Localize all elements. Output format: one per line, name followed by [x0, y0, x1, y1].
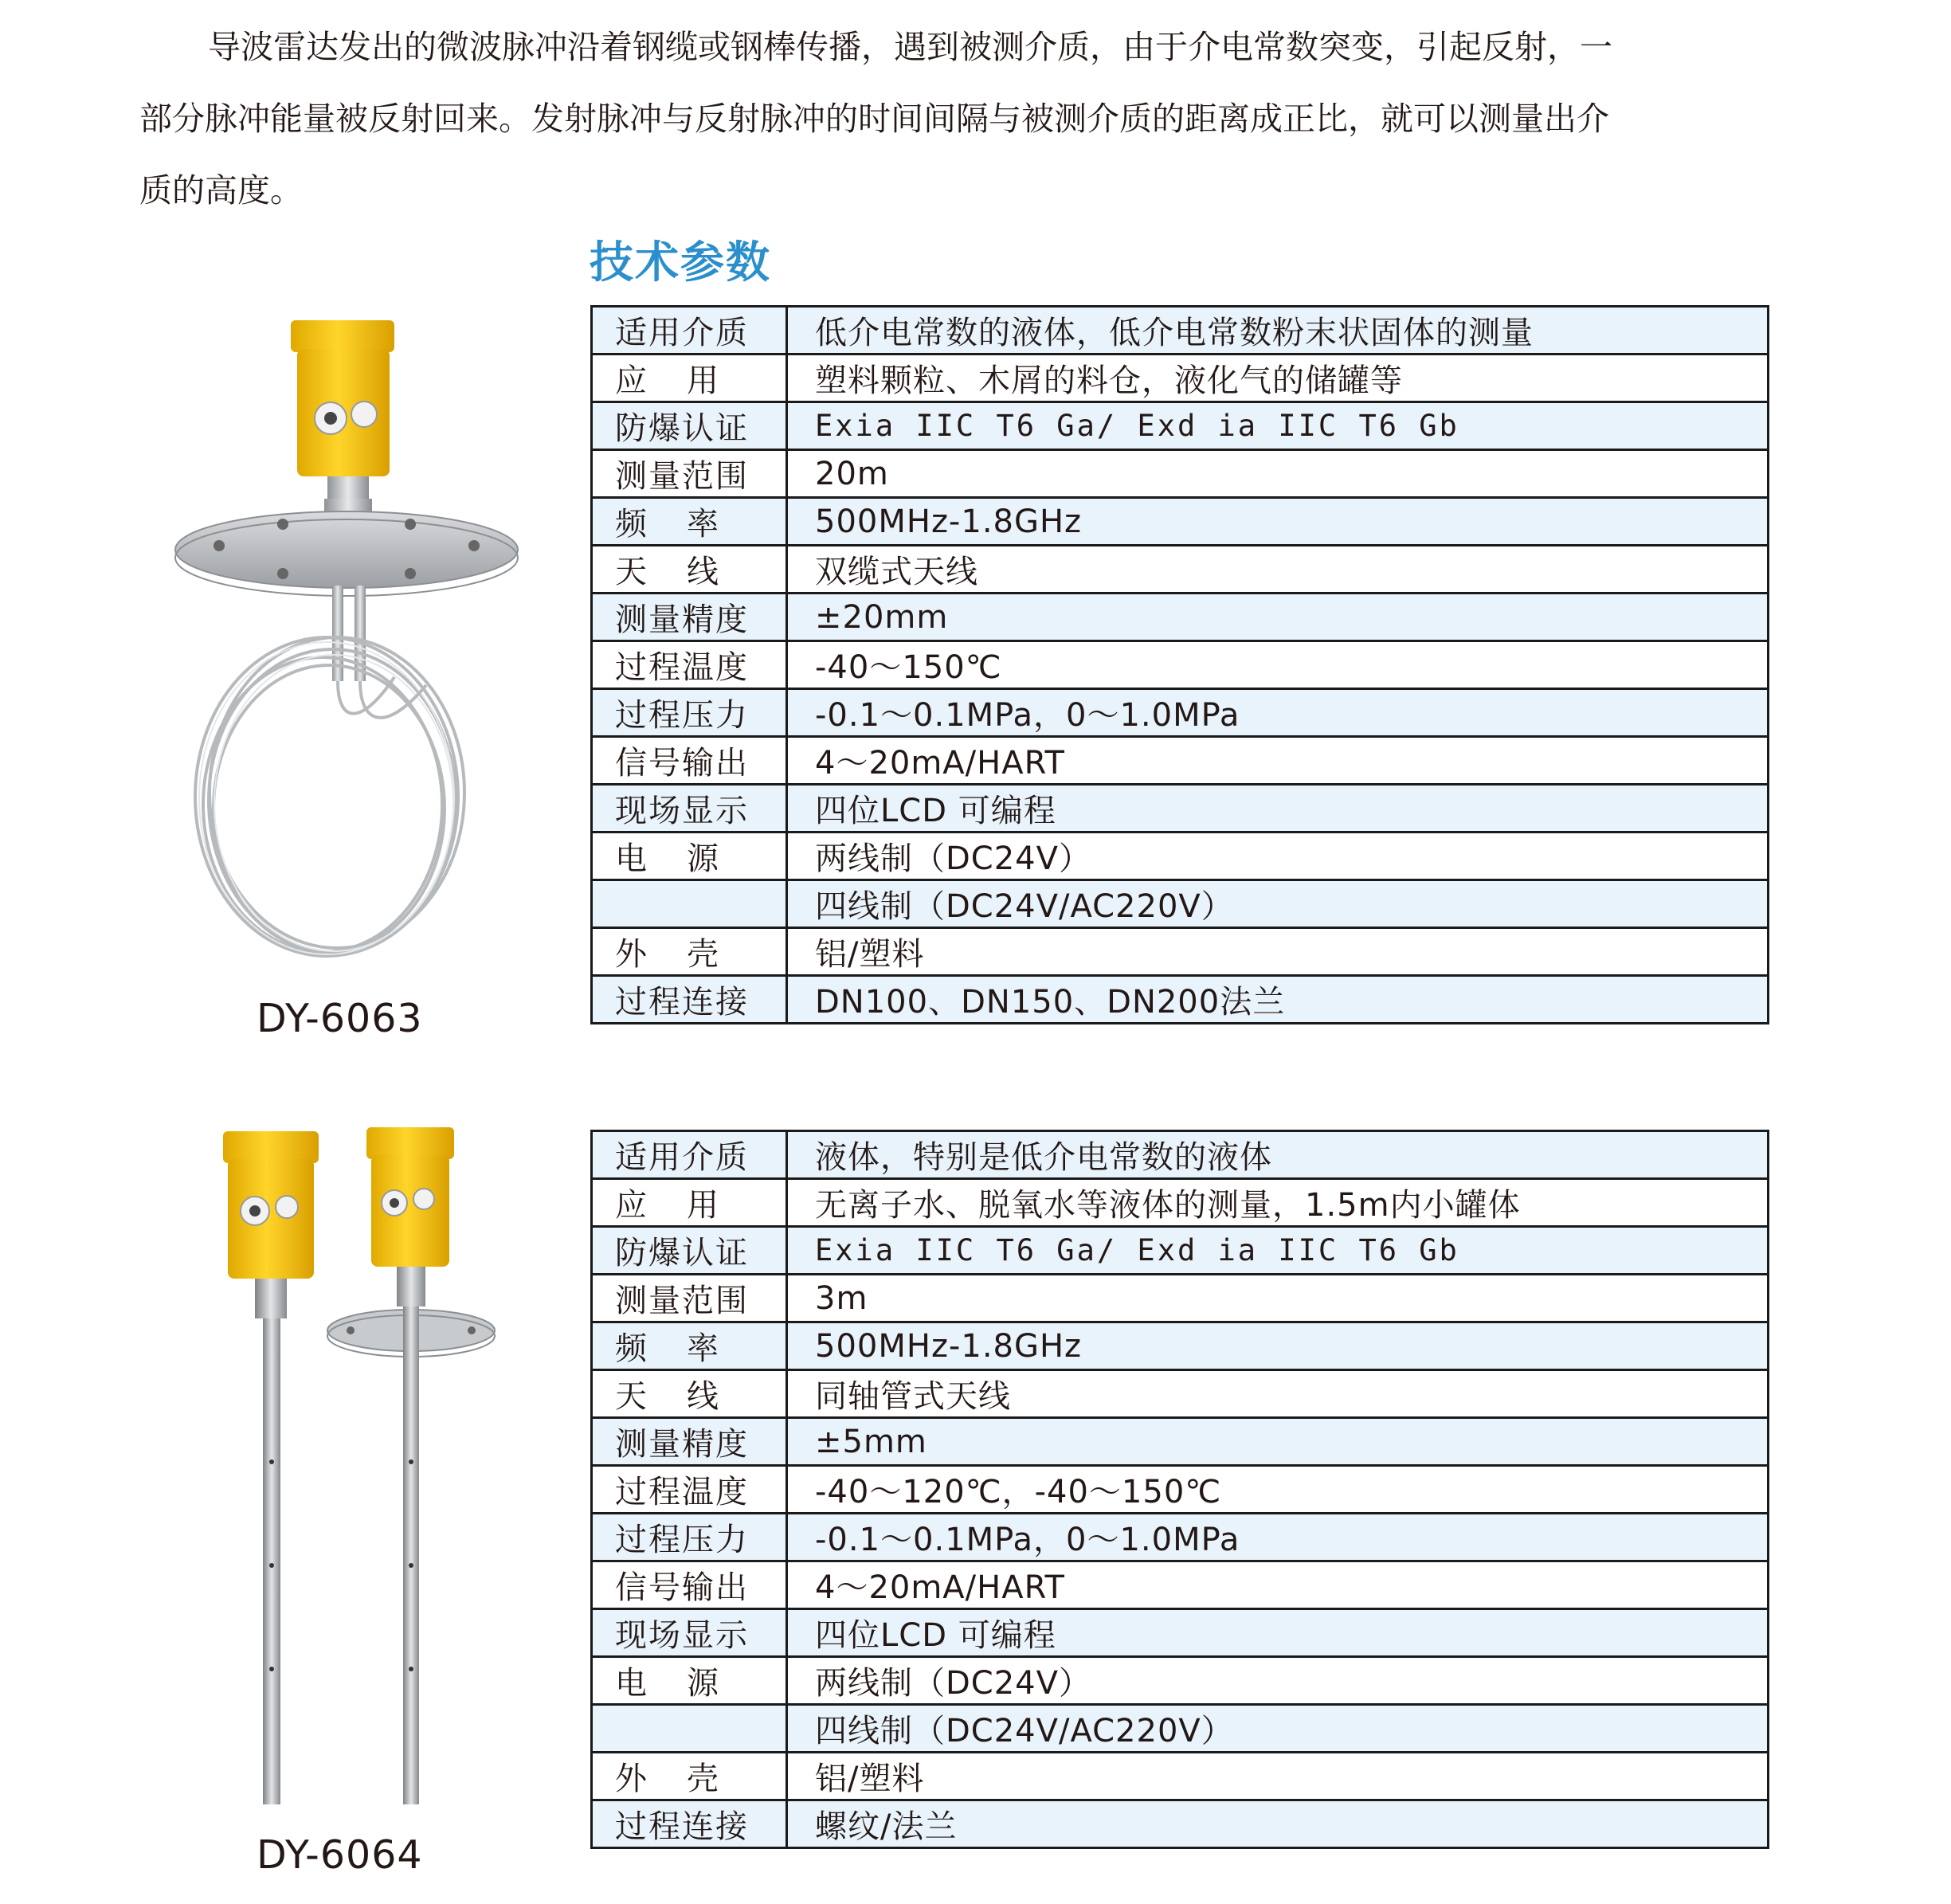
spec-row [592, 928, 1769, 976]
spec-row [592, 1466, 1769, 1514]
spec-row [592, 546, 1769, 594]
intro-line: 部分脉冲能量被反射回来。发射脉冲与反射脉冲的时间间隔与被测介质的距离成正比，就可以测量出介 [139, 100, 1609, 138]
spec-row [592, 737, 1769, 785]
spec-value: 塑料颗粒、木屑的料仓，液化气的储罐等 [787, 355, 1769, 402]
spec-value: 铝/塑料 [787, 1753, 1769, 1800]
spec-row [592, 833, 1769, 880]
model-label-dy6064: DY-6064 [257, 1832, 423, 1878]
spec-value: 两线制（DC24V） [787, 1657, 1769, 1705]
spec-key: 防爆认证 [615, 1235, 749, 1271]
spec-key: 外 壳 [615, 936, 720, 973]
spec-value: 液体，特别是低介电常数的液体 [787, 1131, 1769, 1179]
spec-value: Exia IIC T6 Ga/ Exd ia IIC T6 Gb [787, 1227, 1769, 1275]
spec-value: -40～150℃ [787, 641, 1769, 689]
spec-value: 4～20mA/HART [787, 737, 1769, 785]
spec-row [592, 1418, 1769, 1466]
spec-key: 信号输出 [615, 1569, 749, 1606]
spec-key: 电 源 [615, 1665, 720, 1702]
spec-value: 500MHz-1.8GHz [787, 1322, 1769, 1370]
product-image-dy6064 [191, 1119, 510, 1812]
spec-key: 防爆认证 [615, 410, 749, 447]
spec-row [592, 450, 1769, 498]
spec-key: 测量精度 [615, 601, 749, 638]
spec-key: 天 线 [615, 554, 720, 590]
spec-value: 无离子水、脱氧水等液体的测量，1.5m内小罐体 [787, 1179, 1769, 1227]
spec-row [592, 880, 1769, 928]
spec-key: 应 用 [615, 1187, 720, 1224]
spec-value: 螺纹/法兰 [787, 1800, 1769, 1848]
spec-key: 外 壳 [615, 1761, 720, 1797]
spec-row [592, 402, 1769, 450]
product-image-dy6063 [155, 311, 538, 972]
spec-row [592, 1370, 1769, 1418]
spec-row [592, 1227, 1769, 1275]
spec-row [592, 1561, 1769, 1609]
spec-value: 3m [787, 1275, 1769, 1322]
spec-key: 过程连接 [615, 984, 749, 1021]
spec-row [592, 1131, 1769, 1179]
spec-value: ±20mm [787, 594, 1769, 641]
spec-row [592, 498, 1769, 546]
spec-row [592, 785, 1769, 833]
spec-key: 过程连接 [615, 1808, 749, 1845]
spec-key: 频 率 [615, 1330, 720, 1367]
spec-value: ±5mm [787, 1418, 1769, 1466]
spec-value: -0.1～0.1MPa，0～1.0MPa [787, 1514, 1769, 1561]
spec-row [592, 1514, 1769, 1561]
section-title: 技术参数 [590, 237, 772, 288]
spec-key: 应 用 [615, 362, 720, 399]
spec-value: 500MHz-1.8GHz [787, 498, 1769, 546]
spec-key: 现场显示 [615, 793, 749, 829]
spec-row [592, 307, 1769, 355]
spec-row [592, 1275, 1769, 1322]
spec-value: Exia IIC T6 Ga/ Exd ia IIC T6 Gb [787, 402, 1769, 450]
spec-value: 两线制（DC24V） [787, 833, 1769, 880]
spec-row [592, 1657, 1769, 1705]
model-label-dy6063: DY-6063 [257, 996, 423, 1041]
spec-key: 适用介质 [615, 315, 749, 351]
intro-line: 导波雷达发出的微波脉冲沿着钢缆或钢棒传播，遇到被测介质，由于介电常数突变，引起反射，一 [208, 28, 1612, 66]
spec-row [592, 641, 1769, 689]
spec-key: 过程压力 [615, 697, 749, 734]
spec-key: 现场显示 [615, 1617, 749, 1654]
spec-table-dy6063 [590, 305, 1769, 1024]
spec-key: 频 率 [615, 506, 720, 543]
spec-row [592, 1179, 1769, 1227]
spec-value: 20m [787, 450, 1769, 498]
spec-value: DN100、DN150、DN200法兰 [787, 976, 1769, 1024]
spec-value: -0.1～0.1MPa，0～1.0MPa [787, 689, 1769, 737]
spec-key: 电 源 [615, 840, 720, 877]
spec-key: 适用介质 [615, 1139, 749, 1176]
intro-paragraph [139, 11, 1733, 226]
spec-value: 双缆式天线 [787, 546, 1769, 594]
spec-table-dy6064 [590, 1130, 1769, 1849]
spec-key: 过程温度 [615, 649, 749, 686]
spec-row [592, 976, 1769, 1024]
spec-key: 测量精度 [615, 1426, 749, 1463]
spec-value: 4～20mA/HART [787, 1561, 1769, 1609]
spec-key: 过程压力 [615, 1522, 749, 1558]
spec-value: 四位LCD 可编程 [787, 1609, 1769, 1657]
spec-row [592, 355, 1769, 402]
spec-row [592, 594, 1769, 641]
intro-line: 质的高度。 [139, 171, 303, 210]
spec-value: 同轴管式天线 [787, 1370, 1769, 1418]
spec-key: 信号输出 [615, 745, 749, 782]
spec-row [592, 1800, 1769, 1848]
spec-key: 测量范围 [615, 1283, 749, 1319]
spec-value: 铝/塑料 [787, 928, 1769, 976]
spec-row [592, 689, 1769, 737]
spec-key: 过程温度 [615, 1474, 749, 1510]
spec-row [592, 1705, 1769, 1753]
spec-row [592, 1609, 1769, 1657]
spec-value: -40～120℃，-40～150℃ [787, 1466, 1769, 1514]
spec-row [592, 1322, 1769, 1370]
spec-key: 测量范围 [615, 458, 749, 495]
spec-value: 四位LCD 可编程 [787, 785, 1769, 833]
spec-value: 四线制（DC24V/AC220V） [787, 1705, 1769, 1753]
spec-key: 天 线 [615, 1378, 720, 1415]
spec-row [592, 1753, 1769, 1800]
spec-value: 四线制（DC24V/AC220V） [787, 880, 1769, 928]
spec-value: 低介电常数的液体，低介电常数粉末状固体的测量 [787, 307, 1769, 355]
